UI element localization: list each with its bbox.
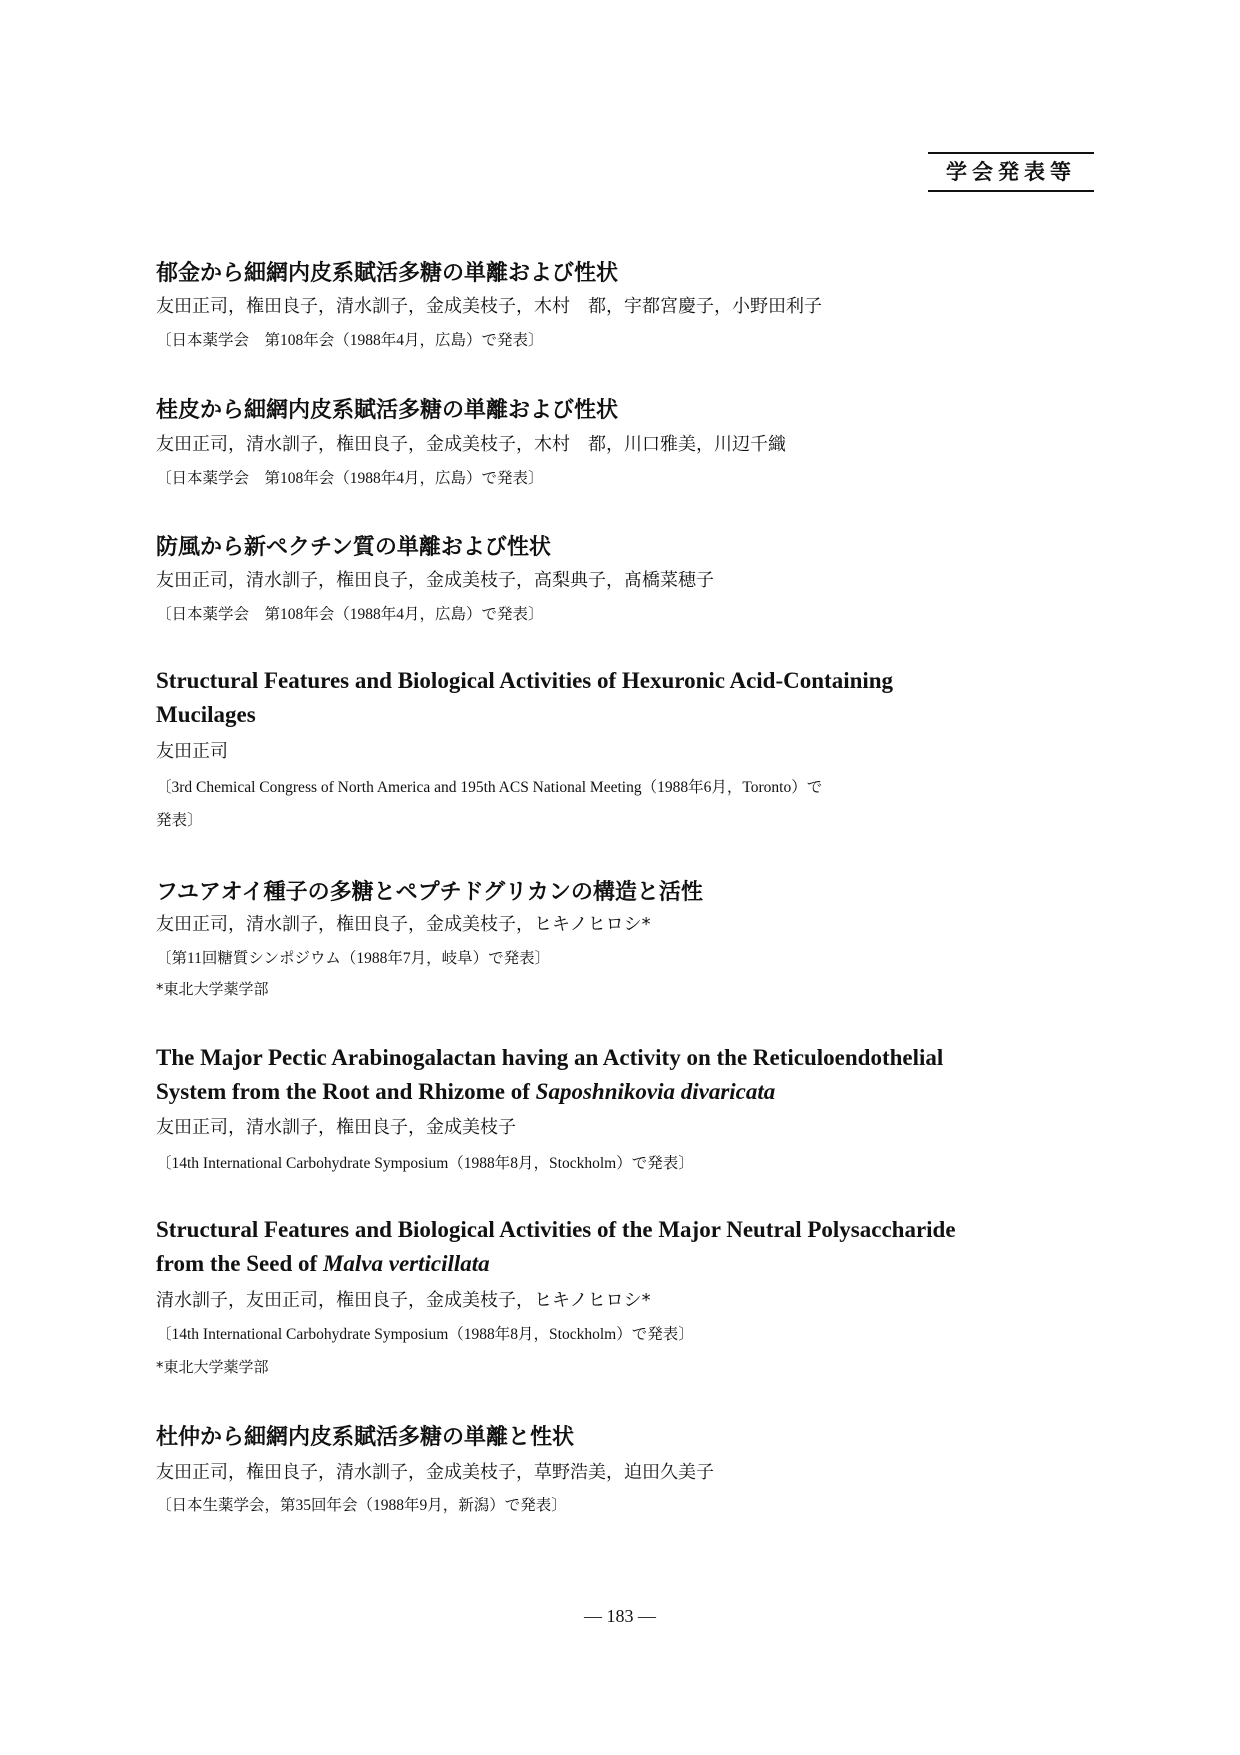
entry-title-line1: Structural Features and Biological Activities of the Major Neutral Polysaccharide [156, 1217, 956, 1242]
entry-venue-line2: 発表〕 [156, 812, 203, 829]
entry-venue: 〔14th International Carbohydrate Symposium（1988年8月，Stockholm）で発表〕 [156, 1326, 694, 1343]
entry-title: 杜仲から細網内皮系賦活多糖の単離と性状 [156, 1425, 575, 1450]
entry-venue-line1: 〔3rd Chemical Congress of North America and 195th ACS National Meeting（1988年6月，Toronto）で [156, 779, 823, 796]
entry-title-line1: The Major Pectic Arabinogalactan having an Activity on the Reticuloendothelial [156, 1045, 944, 1070]
entry-title-line2 [156, 1251, 490, 1277]
entry-footnote: *東北大学薬学部 [156, 980, 269, 998]
entry-footnote: *東北大学薬学部 [156, 1358, 269, 1376]
entry-authors: 清水訓子，友田正司，権田良子，金成美枝子，ヒキノヒロシ* [156, 1290, 651, 1311]
entry-title: フユアオイ種子の多糖とペプチドグリカンの構造と活性 [156, 880, 703, 905]
entry-venue: 〔14th International Carbohydrate Symposium（1988年8月，Stockholm）で発表〕 [156, 1155, 694, 1172]
entry-title-line2: Mucilages [156, 702, 256, 727]
species-name: Saposhnikovia divaricata [535, 1079, 776, 1104]
entry-title: 桂皮から細網内皮系賦活多糖の単離および性状 [156, 398, 619, 423]
entry-title: 防風から新ペクチン質の単離および性状 [156, 535, 551, 560]
entry-authors: 友田正司 [156, 741, 228, 762]
entry-title: 郁金から細網内皮系賦活多糖の単離および性状 [156, 261, 619, 286]
entry-authors: 友田正司，権田良子，清水訓子，金成美枝子，草野浩美，迫田久美子 [156, 1462, 714, 1483]
entry-venue: 〔日本薬学会 第108年会（1988年4月，広島）で発表〕 [156, 606, 544, 623]
entry-venue: 〔日本薬学会 第108年会（1988年4月，広島）で発表〕 [156, 332, 544, 349]
title-text: System from the Root and Rhizome of [156, 1079, 536, 1104]
entry-venue: 〔第11回糖質シンポジウム（1988年7月，岐阜）で発表〕 [156, 950, 551, 967]
entry-venue: 〔日本生薬学会，第35回年会（1988年9月，新潟）で発表〕 [156, 1497, 567, 1514]
entry-authors: 友田正司，清水訓子，権田良子，金成美枝子，ヒキノヒロシ* [156, 914, 651, 935]
entry-authors: 友田正司，清水訓子，権田良子，金成美枝子，高梨典子，髙橋菜穂子 [156, 570, 714, 591]
entry-authors: 友田正司，清水訓子，権田良子，金成美枝子 [156, 1117, 516, 1138]
section-header: 学会発表等 [928, 152, 1094, 192]
entry-authors: 友田正司，清水訓子，権田良子，金成美枝子，木村 都，川口雅美，川辺千織 [156, 434, 786, 455]
page-number: — 183 — [584, 1606, 656, 1626]
entry-title-line1: Structural Features and Biological Activities of Hexuronic Acid-Containing [156, 668, 894, 693]
title-text: from the Seed of [156, 1251, 323, 1276]
species-name: Malva verticillata [322, 1251, 490, 1276]
entry-venue: 〔日本薬学会 第108年会（1988年4月，広島）で発表〕 [156, 470, 544, 487]
entry-authors: 友田正司，権田良子，清水訓子，金成美枝子，木村 都，宇都宮慶子，小野田利子 [156, 296, 822, 317]
entry-title-line2 [156, 1079, 775, 1105]
